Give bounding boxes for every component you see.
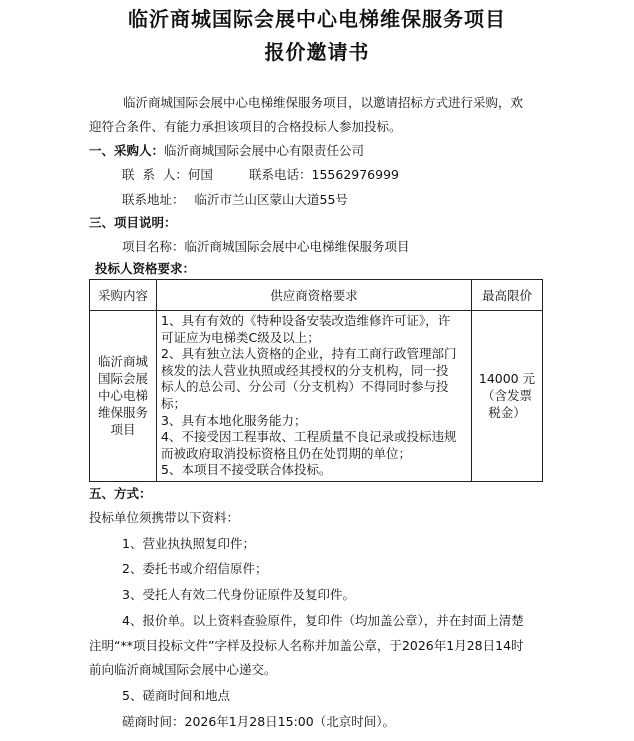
phone-label: 联系电话： [249, 167, 312, 182]
requirement-line: 5、本项目不接受联合体投标。 [161, 462, 332, 478]
content-line: 中心电梯 [97, 388, 148, 404]
document-title-line1: 临沂商城国际会展中心电梯维保服务项目 [128, 7, 506, 31]
contact-row [122, 165, 213, 183]
header-content: 采购内容 [90, 280, 157, 311]
section5-intro: 投标单位须携带以下资料： [89, 510, 240, 525]
qualification-table [89, 279, 543, 482]
requirement-line: 3、具有本地化服务能力； [161, 412, 307, 428]
item4-line3: 前向临沂商城国际会展中心递交。 [89, 662, 277, 677]
content-line: 维保服务 [97, 405, 148, 421]
cell-price [472, 311, 543, 482]
requirement-line: 4、不接受因工程事故、工程质量不良记录或投标违规 [161, 429, 457, 445]
qualification-heading: 投标人资格要求： [95, 261, 196, 276]
address-label: 联系地址： [122, 192, 185, 207]
price-line: （含发票 [481, 388, 532, 404]
phone-row [249, 165, 399, 183]
section5-heading: 五、方式： [89, 486, 152, 501]
material-item: 3、受托人有效二代身份证原件及复印件。 [122, 587, 355, 602]
requirement-line: 可证应为电梯类C级及以上； [161, 329, 320, 345]
section3-heading: 三、项目说明： [89, 215, 177, 230]
address-value: 临沂市兰山区蒙山大道55号 [194, 192, 348, 207]
material-item: 1、营业执执照复印件； [122, 536, 255, 551]
intro-line2: 迎符合条件、有能力承担该项目的合格投标人参加投标。 [89, 119, 402, 134]
material-item: 2、委托书或介绍信原件； [122, 561, 268, 576]
project-name: 临沂商城国际会展中心电梯维保服务项目 [184, 239, 410, 254]
phone-number: 15562976999 [311, 167, 399, 182]
contact-name: 何国 [187, 167, 213, 182]
table-row [90, 311, 543, 482]
purchaser-name: 临沂商城国际会展中心有限责任公司 [164, 143, 365, 158]
cell-requirements [157, 311, 472, 482]
item4-line2: 注明“**项目投标文件”字样及投标人名称并加盖公章，于2026年1月28日14时 [89, 638, 524, 653]
requirement-line: 核发的法人营业执照或经其授权的分支机构，同一投 [161, 362, 449, 378]
section1-heading: 一、采购人： [89, 143, 165, 158]
table-header-row [90, 280, 543, 311]
negotiation-time: 磋商时间：2026年1月28日15:00（北京时间）。 [122, 714, 395, 729]
content-line: 项目 [110, 422, 136, 438]
content-line: 临沂商城 [97, 354, 148, 370]
document-title-line2: 报价邀请书 [264, 40, 370, 64]
intro-line1: 临沂商城国际会展中心电梯维保服务项目，以邀请招标方式进行采购，欢 [123, 95, 524, 110]
purchaser-row [89, 141, 364, 159]
header-requirements: 供应商资格要求 [157, 280, 472, 311]
requirement-line: 而被政府取消投标资格且仍在处罚期的单位； [161, 445, 412, 461]
project-label: 项目名称： [122, 239, 185, 254]
requirement-line: 标人的总公司、分公司（分支机构）不得同时参与投 [161, 379, 449, 395]
header-price: 最高限价 [472, 280, 543, 311]
price-line: 14000 元 [478, 371, 536, 387]
address-row [122, 190, 348, 208]
item5: 5、磋商时间和地点 [122, 688, 230, 703]
requirement-line: 1、具有有效的《特种设备安装改造维修许可证》，许 [161, 313, 451, 328]
cell-content [90, 311, 157, 482]
requirement-line: 2、具有独立法人资格的企业，持有工商行政管理部门 [161, 346, 457, 362]
content-line: 国际会展 [97, 371, 148, 387]
item4-line1: 4、报价单。以上资料查验原件，复印件（均加盖公章），并在封面上清楚 [122, 613, 524, 628]
requirement-line: 标； [161, 395, 187, 411]
contact-label: 联 系 人： [122, 167, 188, 182]
project-row [122, 237, 410, 255]
price-line: 税金） [488, 405, 526, 421]
